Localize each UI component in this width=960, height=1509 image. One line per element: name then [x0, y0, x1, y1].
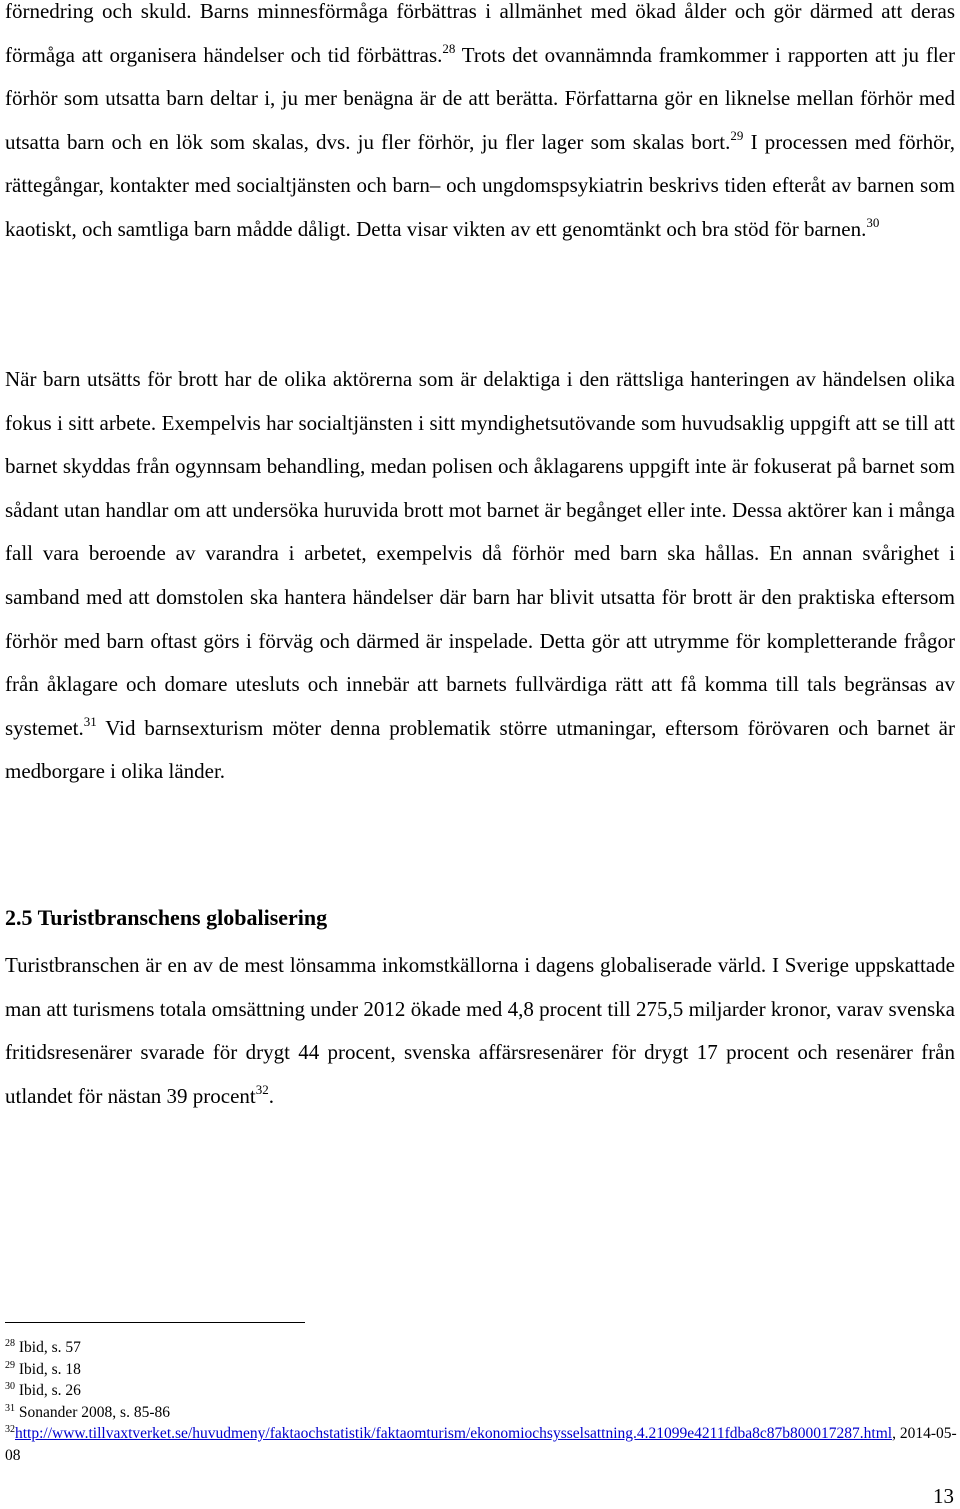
footnote-number: 29: [5, 1359, 15, 1371]
body-paragraph-2: [5, 358, 955, 794]
section-heading: 2.5 Turistbranschens globalisering: [5, 905, 328, 930]
footnote-date: , 2014-05-08: [5, 1425, 957, 1464]
body-paragraph-3: [5, 944, 955, 1118]
footnote-text: Sonander 2008, s. 85-86: [18, 1403, 170, 1421]
paragraph-1-text-a: förnedring och skuld. Barns minnesförmåga förbättras i allmänhet med ökad ålder och gör därmed att deras förmåga att organisera händelser och tid förbättras.: [5, 0, 955, 67]
footnote-ref-32[interactable]: 32: [255, 1081, 269, 1097]
body-paragraph-1: [5, 0, 955, 252]
paragraph-1-text-c: I processen med förhör, rättegångar, kontakter med socialtjänsten och barn– och ungdomspsykiatrin beskrivs tiden efteråt av barnen som kaotiskt, och samtliga barn mådde dåligt. Detta visar vikten av ett genomtänkt och bra stöd för barnen.: [5, 129, 955, 241]
paragraph-3-text-b: .: [268, 1083, 274, 1108]
footnote-ref-30[interactable]: 30: [866, 214, 880, 230]
footnote-separator: [5, 1322, 305, 1323]
footnote-number: 30: [5, 1381, 15, 1392]
paragraph-2-text-b: Vid barnsexturism möter denna problematik större utmaningar, eftersom förövaren och barnet är medborgare i olika länder.: [5, 715, 955, 784]
footnote-text: Ibid, s. 57: [18, 1339, 81, 1356]
footnote-ref-28[interactable]: 28: [442, 40, 456, 56]
footnote-28: [5, 1337, 960, 1359]
footnote-29: [5, 1359, 960, 1381]
footnote-link[interactable]: http://www.tillvaxtverket.se/huvudmeny/faktaochstatistik/faktaomturism/ekonomiochsysselsattning.4.21099e4211fdba8c87b800017287.html: [15, 1425, 893, 1442]
page-number: 13: [933, 1484, 954, 1508]
footnote-32: [5, 1423, 960, 1466]
footnote-31: [5, 1402, 960, 1424]
footnote-number: 32: [5, 1424, 15, 1435]
footnote-ref-29[interactable]: 29: [730, 127, 744, 143]
paragraph-1-text-b: Trots det ovannämnda framkommer i rapporten att ju fler förhör som utsatta barn deltar i, ju mer benägna är de att berätta. Författarna gör en liknelse mellan förhör med utsatta barn och en lök som skalas, dvs. ju fler förhör, ju fler lager som skalas bort.: [5, 42, 955, 154]
footnote-text: Ibid, s. 26: [18, 1382, 81, 1399]
paragraph-3-text-a: Turistbranschen är en av de mest lönsamma inkomstkällorna i dagens globaliserade värld. I Sverige uppskattade man att turismens totala omsättning under 2012 ökade med 4,8 procent till 275,5 miljarder kronor, varav svenska fritidsresenärer svarade för drygt 44 procent, svenska affärsresenärer för drygt 17 procent och resenärer från utlandet för nästan 39 procent: [5, 953, 955, 1108]
paragraph-2-text-a: När barn utsätts för brott har de olika aktörerna som är delaktiga i den rättsliga hanteringen av händelsen olika fokus i sitt arbete. Exempelvis har socialtjänsten i sitt myndighetsutövande som huvudsaklig uppgift att se till att barnet skyddas från ogynnsam behandling, medan polisen och åklagarens uppgift inte är fokuserat på barnet som sådant utan handlar om att undersöka huruvida brott mot barnet är begånget eller inte. Dessa aktörer kan i många fall vara beroende av varandra i arbetet, exempelvis då förhör med barn ska hållas. En annan svårighet i samband med att domstolen ska hantera händelser där barn har blivit utsatta för brott är den praktiska eftersom förhör med barn oftast görs i förväg och därmed är inspelade. Detta gör att utrymme för kompletterande frågor från åklagare och domare utesluts och innebär att barnets fullvärdiga rätt att få komma till tals begränsas av systemet.: [5, 367, 955, 740]
footnote-ref-31[interactable]: 31: [83, 713, 97, 729]
footnotes: [5, 1337, 960, 1466]
footnote-number: 31: [5, 1402, 15, 1414]
footnote-30: [5, 1380, 960, 1402]
footnote-text: Ibid, s. 18: [18, 1360, 81, 1378]
footnote-number: 28: [5, 1338, 15, 1349]
